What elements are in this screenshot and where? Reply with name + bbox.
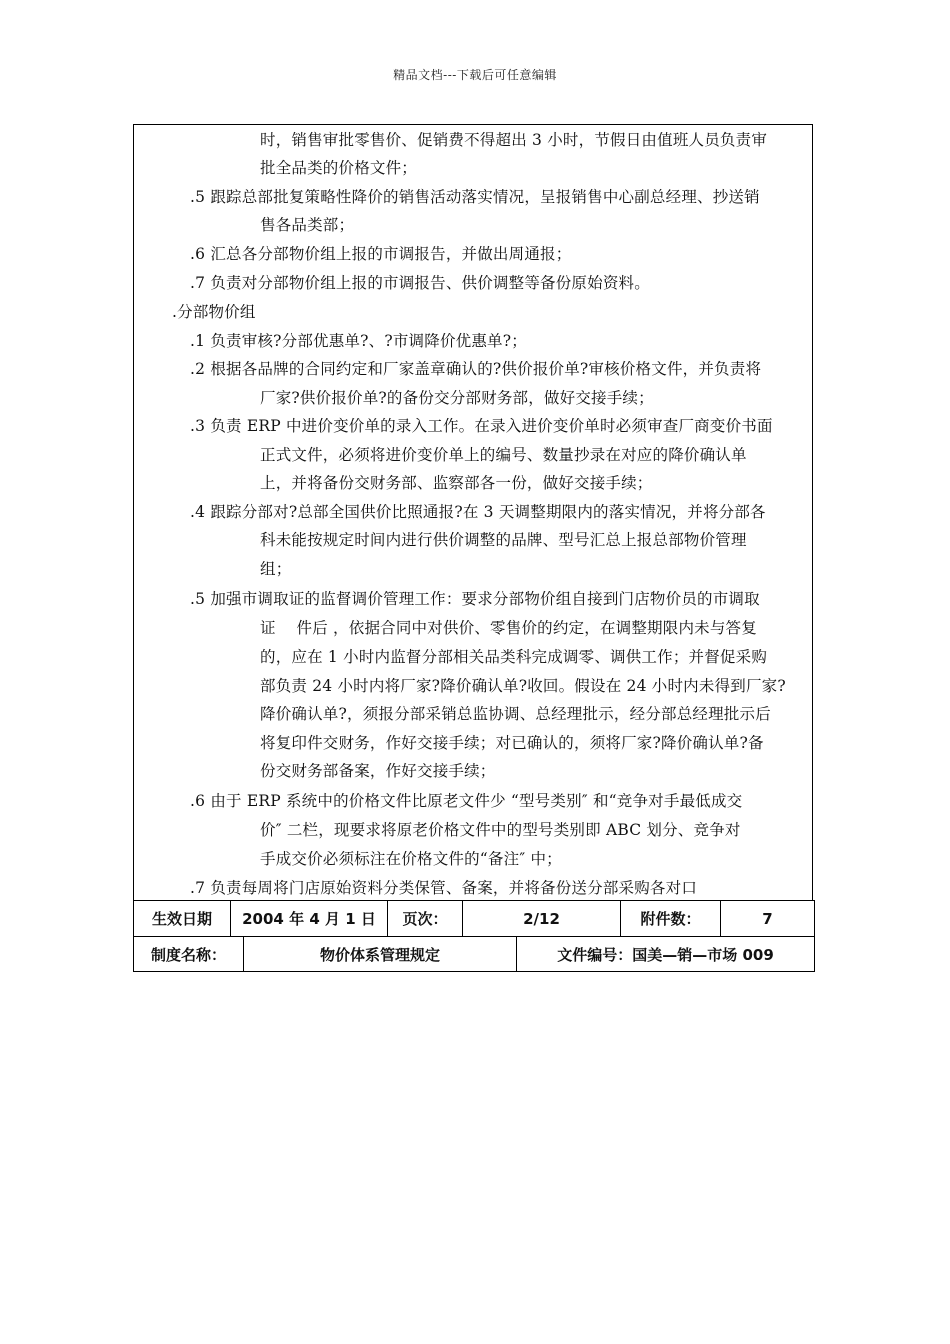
- body-line: 的，应在 1 小时内监督分部相关品类科完成调零、调供工作；并督促采购: [260, 648, 768, 666]
- body-line: 手成交价必须标注在价格文件的“备注″ 中；: [260, 850, 562, 868]
- body-line: .4 跟踪分部对?总部全国供价比照通报?在 3 天调整期限内的落实情况，并将分部各: [190, 503, 766, 521]
- body-line: 将复印件交财务，作好交接手续；对已确认的，须将厂家?降价确认单?备: [260, 734, 764, 752]
- body-line: 价″ 二栏，现要求将原老价格文件中的型号类别即 ABC 划分、竞争对: [260, 821, 741, 839]
- attachments-label: 附件数：: [621, 901, 721, 936]
- body-line: .7 负责对分部物价组上报的市调报告、供价调整等备份原始资料。: [190, 274, 650, 292]
- body-line: .2 根据各品牌的合同约定和厂家盖章确认的?供价报价单?审核价格文件，并负责将: [190, 360, 762, 378]
- document-number: 文件编号：国美—销—市场 009: [557, 945, 774, 964]
- body-line: .3 负责 ERP 中进价变价单的录入工作。在录入进价变价单时必须审查厂商变价书面: [190, 417, 773, 435]
- page-label: 页次：: [388, 901, 463, 936]
- body-line: 正式文件，必须将进价变价单上的编号、数量抄录在对应的降价确认单: [260, 446, 747, 464]
- body-line: 时，销售审批零售价、促销费不得超出 3 小时，节假日由值班人员负责审: [260, 131, 768, 149]
- page-header: 精品文档---下载后可任意编辑: [393, 68, 557, 82]
- body-line: .6 由于 ERP 系统中的价格文件比原老文件少 “型号类别″ 和“竞争对手最低成交: [190, 792, 743, 810]
- body-line: .5 跟踪总部批复策略性降价的销售活动落实情况，呈报销售中心副总经理、抄送销: [190, 188, 760, 206]
- body-line: 降价确认单?，须报分部采销总监协调、总经理批示，经分部总经理批示后: [260, 705, 771, 723]
- body-line: .5 加强市调取证的监督调价管理工作：要求分部物价组自接到门店物价员的市调取: [190, 590, 760, 608]
- body-line: 部负责 24 小时内将厂家?降价确认单?收回。假设在 24 小时内未得到厂家?: [260, 677, 786, 695]
- body-line: 证 件后 ，依据合同中对供价、零售价的约定，在调整期限内未与答复: [260, 619, 757, 637]
- body-line: 科未能按规定时间内进行供价调整的品牌、型号汇总上报总部物价管理: [260, 531, 747, 549]
- body-line: .1 负责审核?分部优惠单?、?市调降价优惠单?；: [190, 332, 527, 350]
- body-line: 份交财务部备案，作好交接手续；: [260, 762, 496, 780]
- body-line: 批全品类的价格文件；: [260, 159, 418, 177]
- footer-row-1: [133, 900, 815, 937]
- body-line: .7 负责每周将门店原始资料分类保管、备案，并将备份送分部采购各对口: [190, 879, 698, 897]
- policy-name-label: 制度名称：: [134, 937, 244, 971]
- effective-date-label: 生效日期: [134, 901, 231, 936]
- body-line: 厂家?供价报价单?的备份交分部财务部，做好交接手续；: [260, 389, 654, 407]
- page-value: 2/12: [463, 901, 621, 936]
- footer-row-2: [133, 937, 815, 972]
- body-line: 售各品类部；: [260, 216, 355, 234]
- attachments-value: 7: [762, 909, 773, 928]
- effective-date-value: 2004 年 4 月 1 日: [231, 901, 388, 936]
- body-line: 上，并将备份交财务部、监察部各一份，做好交接手续；: [260, 474, 653, 492]
- policy-name-value: 物价体系管理规定: [244, 937, 517, 971]
- body-line: 组；: [260, 560, 292, 578]
- section-heading: .分部物价组: [172, 303, 256, 321]
- body-line: .6 汇总各分部物价组上报的市调报告，并做出周通报；: [190, 245, 572, 263]
